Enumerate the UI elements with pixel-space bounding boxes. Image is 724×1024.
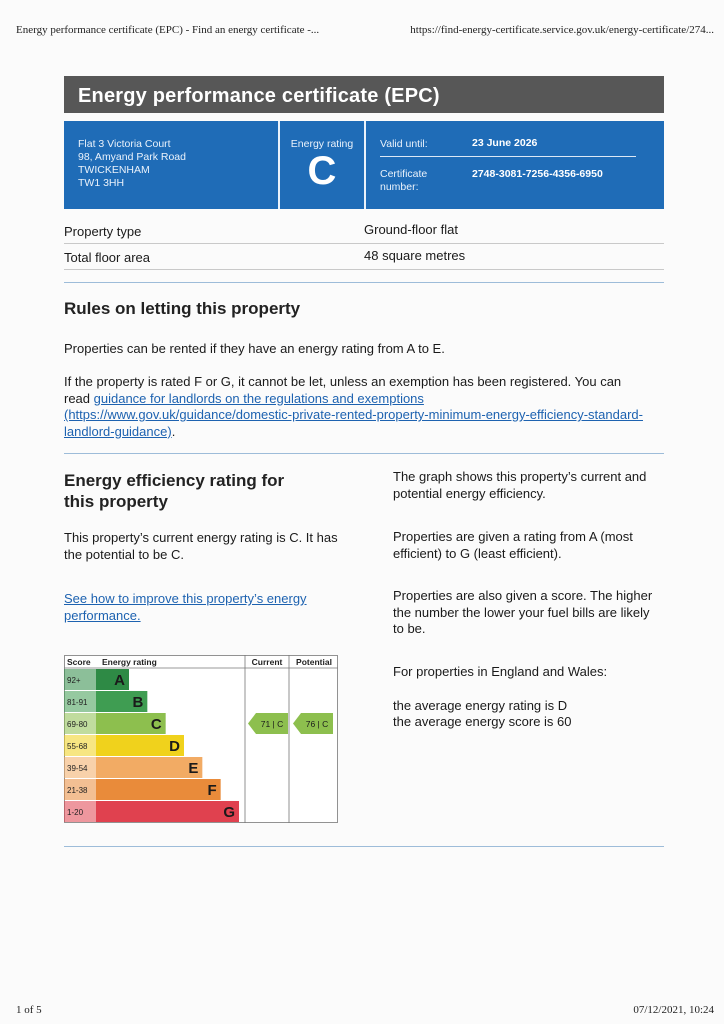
section-divider — [64, 282, 664, 283]
graph-explanation: The graph shows this property’s current and potential energy efficiency. — [393, 469, 647, 501]
band-bar — [96, 779, 221, 800]
print-footer-datetime: 07/12/2021, 10:24 — [633, 1004, 714, 1016]
rules-heading: Rules on letting this property — [64, 299, 301, 318]
score-explanation: Properties are also given a score. The higher the number the lower your fuel bills are likely to be. — [393, 588, 653, 636]
efficiency-heading-line: this property — [64, 492, 168, 511]
band-letter: G — [223, 804, 235, 821]
energy-rating-box — [280, 121, 364, 209]
floor-area-value: 48 square metres — [364, 248, 466, 263]
print-footer-page: 1 of 5 — [16, 1004, 42, 1016]
rules-paragraph-2-text: If the property is rated F or G, it cannot be let, unless an exemption has been registered. You can read — [64, 374, 622, 406]
regional-intro: For properties in England and Wales: — [393, 664, 608, 679]
valid-until-label: Valid until: — [380, 138, 428, 150]
rating-explanation: Properties are given a rating from A (most efficient) to G (least efficient). — [393, 529, 633, 561]
band-score-label: 81-91 — [67, 698, 88, 707]
band-score-label: 1-20 — [67, 808, 84, 817]
band-letter: E — [188, 760, 199, 777]
floor-area-row — [64, 243, 664, 270]
print-footer — [16, 1004, 714, 1018]
average-score: the average energy score is 60 — [393, 714, 572, 729]
improve-performance-link[interactable]: See how to improve this property’s energy performance. — [64, 591, 307, 623]
average-rating: the average energy rating is D — [393, 698, 568, 713]
print-header — [16, 24, 714, 38]
band-letter: B — [132, 694, 144, 711]
property-type-label: Property type — [64, 224, 142, 239]
chart-header-score: Score — [67, 657, 91, 667]
band-score-label: 39-54 — [67, 764, 88, 773]
energy-rating-label: Energy rating — [290, 138, 354, 150]
valid-until-value: 23 June 2026 — [472, 137, 538, 149]
address-line: Flat 3 Victoria Court — [78, 138, 171, 150]
certificate-summary-panel — [64, 121, 664, 209]
address-line: TWICKENHAM — [78, 164, 150, 176]
band-score-label: 55-68 — [67, 742, 88, 751]
section-divider — [64, 453, 664, 454]
floor-area-label: Total floor area — [64, 250, 150, 265]
band-score-label: 92+ — [67, 676, 81, 685]
band-score-label: 69-80 — [67, 720, 88, 729]
section-divider — [64, 846, 664, 847]
property-address — [78, 138, 268, 190]
property-type-value: Ground-floor flat — [364, 222, 458, 237]
panel-rule — [380, 156, 636, 157]
band-letter: F — [207, 782, 217, 799]
energy-rating-letter: C — [307, 149, 337, 193]
chart-header-current: Current — [251, 657, 283, 667]
energy-efficiency-chart — [64, 655, 338, 823]
band-letter: D — [169, 738, 180, 755]
rules-paragraph-2-end: . — [171, 423, 176, 439]
property-type-row — [64, 217, 664, 244]
band-score-label: 21-38 — [67, 786, 88, 795]
rules-paragraph-2 — [64, 374, 650, 440]
certificate-number-value: 2748-3081-7256-4356-6950 — [472, 168, 603, 180]
band-letter: C — [150, 716, 162, 733]
page-title: Energy performance certificate (EPC) — [64, 76, 664, 113]
band-bar — [96, 757, 202, 778]
current-rating-text: This property’s current energy rating is C. It has the potential to be C. — [64, 530, 338, 562]
chart-header-potential: Potential — [296, 657, 332, 667]
print-header-title: Energy performance certificate (EPC) - Find an energy certificate -... — [16, 24, 320, 36]
efficiency-heading-line: Energy efficiency rating for — [64, 471, 285, 490]
band-letter: A — [114, 672, 125, 689]
print-header-url: https://find-energy-certificate.service.gov.uk/energy-certificate/274... — [410, 24, 714, 36]
panel-divider — [364, 121, 366, 209]
chart-header-rating: Energy rating — [102, 657, 157, 667]
energy-efficiency-chart-svg — [64, 655, 338, 823]
efficiency-heading — [64, 470, 354, 512]
band-bar — [96, 801, 239, 822]
address-line: 98, Amyand Park Road — [78, 151, 186, 163]
improve-paragraph — [64, 591, 339, 624]
current-rating-label: 71 | C — [260, 719, 284, 729]
rules-paragraph-1: Properties can be rented if they have an energy rating from A to E. — [64, 341, 445, 356]
potential-rating-label: 76 | C — [305, 719, 329, 729]
certificate-number-label: Certificate number: — [380, 168, 428, 193]
address-line: TW1 3HH — [78, 177, 125, 189]
landlord-guidance-link[interactable]: guidance for landlords on the regulations and exemptions (https://www.gov.uk/guidance/domestic-private-rented-property-minimum-energy-efficiency-standard-landlord-guidance) — [64, 390, 643, 439]
